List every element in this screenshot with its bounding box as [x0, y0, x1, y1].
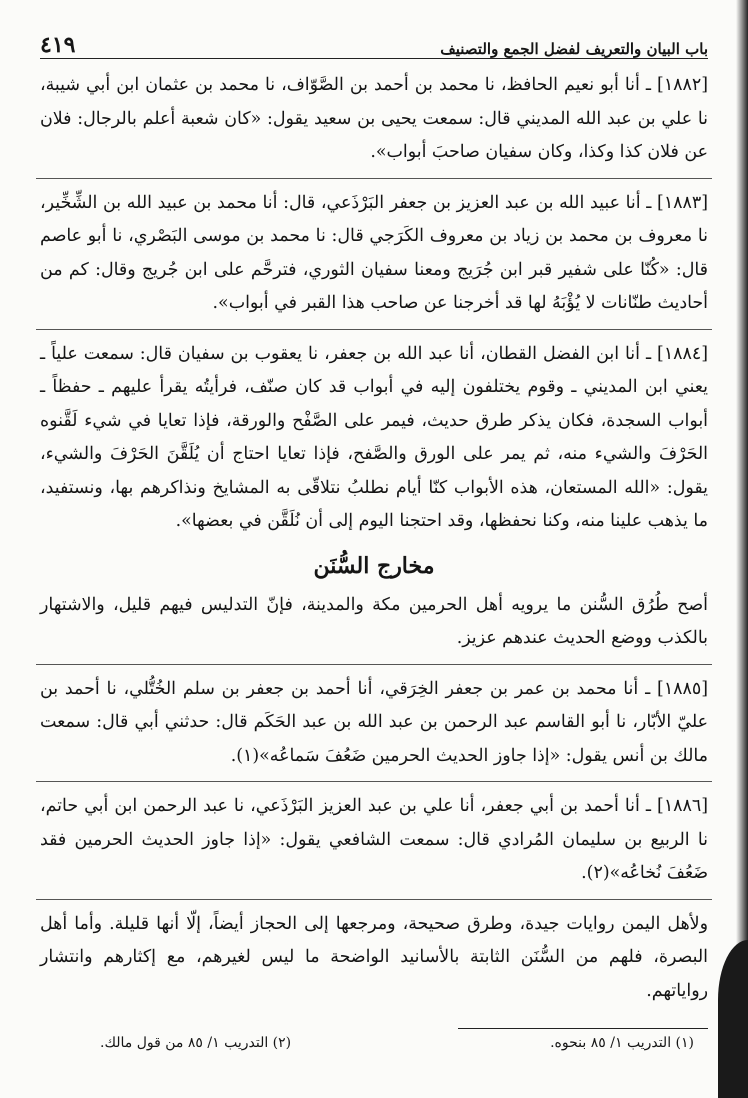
scan-edge-shadow — [736, 0, 748, 1098]
section-heading: مخارج السُّنَن — [313, 552, 435, 579]
footnotes — [40, 1035, 708, 1051]
divider — [36, 178, 712, 179]
footnote-rule — [458, 1028, 708, 1029]
paragraph-yemen-basra: ولأهل اليمن روايات جيدة، وطرق صحيحة، ومرجعها إلى الحجاز أيضاً، إلّا أنها قليلة. وأما أهل البصرة، فلهم من السُّنَن الثابتة بالأسانيد الواضحة ما ليس لغيرهم، مع إكثارهم وانتشار رواياتهم. — [40, 913, 708, 1001]
divider — [36, 781, 712, 782]
divider — [36, 329, 712, 330]
paragraph-1885: [١٨٨٥] ـ أنا محمد بن عمر بن جعفر الخِرَقي، أنا أحمد بن جعفر بن سلم الخُتُّلي، نا أحمد بن عليّ الأبّار، نا أبو القاسم عبد الرحمن بن عبد الله بن عبد الحَكَم قال: حدثني أبي قال: سمعت مالك بن أنس يقول: «إذا جاوز الحديث الحرمين ضَعُفَ سَماعُه»(١). — [40, 678, 708, 766]
paragraph-intro: أصح طُرُق السُّنن ما يرويه أهل الحرمين مكة والمدينة، فإنّ التدليس فيهم قليل، والاشتهار بالكذب ووضع الحديث عندهم عزيز. — [40, 594, 708, 648]
paragraph-1882: [١٨٨٢] ـ أنا أبو نعيم الحافظ، نا محمد بن أحمد بن الصَّوّاف، نا محمد بن عثمان ابن أبي شيبة، نا علي بن عبد الله المديني قال: سمعت يحيى بن سعيد يقول: «كان شعبة أعلم بالرجال: فلان عن فلان كذا وكذا، وكان سفيان صاحبَ أبواب». — [40, 75, 708, 162]
divider — [36, 899, 712, 900]
page-header — [40, 28, 708, 59]
divider — [36, 664, 712, 665]
paragraph-1883: [١٨٨٣] ـ أنا عبيد الله بن عبد العزيز بن جعفر البَرْذَعي، قال: أنا محمد بن عبيد الله بن الشِّخِّير، نا معروف بن محمد بن زياد بن معروف الكَرَجي قال: نا محمد بن موسى البَصْري، نا أبو عاصم قال: «كُنّا على شفير قبر ابن جُرَيج ومعنا سفيان الثوري، فترحَّم على ابن جُريج وقال: كم من أحاديث طنّانات لا يُؤْبَهُ لها قد أخرجنا عن صاحب هذا القبر في أبواب». — [40, 192, 708, 313]
main-text — [40, 69, 708, 1051]
paragraph-1884: [١٨٨٤] ـ أنا ابن الفضل القطان، أنا عبد الله بن جعفر، نا يعقوب بن سفيان قال: سمعت علياً ـ يعني ابن المديني ـ وقوم يختلفون إليه في أبواب قد كان صنّف، فرأيتُه يقرأ عليهم ـ حفظاً ـ أبواب السجدة، فكان يذكر طرق حديث، فيمر على الصَّفْح والورقة، فإذا تعايا في شيء لَقَّنوه الحَرْفَ والشيء منه، ثم يمر على الورق والصَّفح، فإذا تعايا احتاج أن يُلَقَّنَ الحَرْفَ والشيء، يقول: «الله المستعان، هذه الأبواب كنّا أيام نطلبُ نتلاقّى به المشايخ ونذاكرهم بها، ونستفيد، ما يذهب علينا منه، وكنا نحفظها، وقد احتجنا اليوم إلى أن نُلَقَّن في بعضها». — [40, 343, 708, 531]
footnote-2: (٢) التدريب ١/ ٨٥ من قول مالك. — [100, 1035, 292, 1051]
paragraph-1886: [١٨٨٦] ـ أنا أحمد بن أبي جعفر، أنا علي بن عبد العزيز البَرْذَعي، نا عبد الرحمن ابن أبي حاتم، نا الربيع بن سليمان المُرادي قال: سمعت الشافعي يقول: «إذا جاوز الحديث الحرمين فقد ضَعُفَ نُخاعُه»(٢). — [40, 796, 708, 883]
page-number: ٤١٩ — [40, 32, 76, 58]
running-title: باب البيان والتعريف لفضل الجمع والتصنيف — [440, 40, 708, 58]
scan-edge-dark-region — [718, 940, 748, 1098]
footnote-1: (١) التدريب ١/ ٨٥ بنحوه. — [550, 1035, 694, 1051]
book-page — [40, 28, 708, 1078]
